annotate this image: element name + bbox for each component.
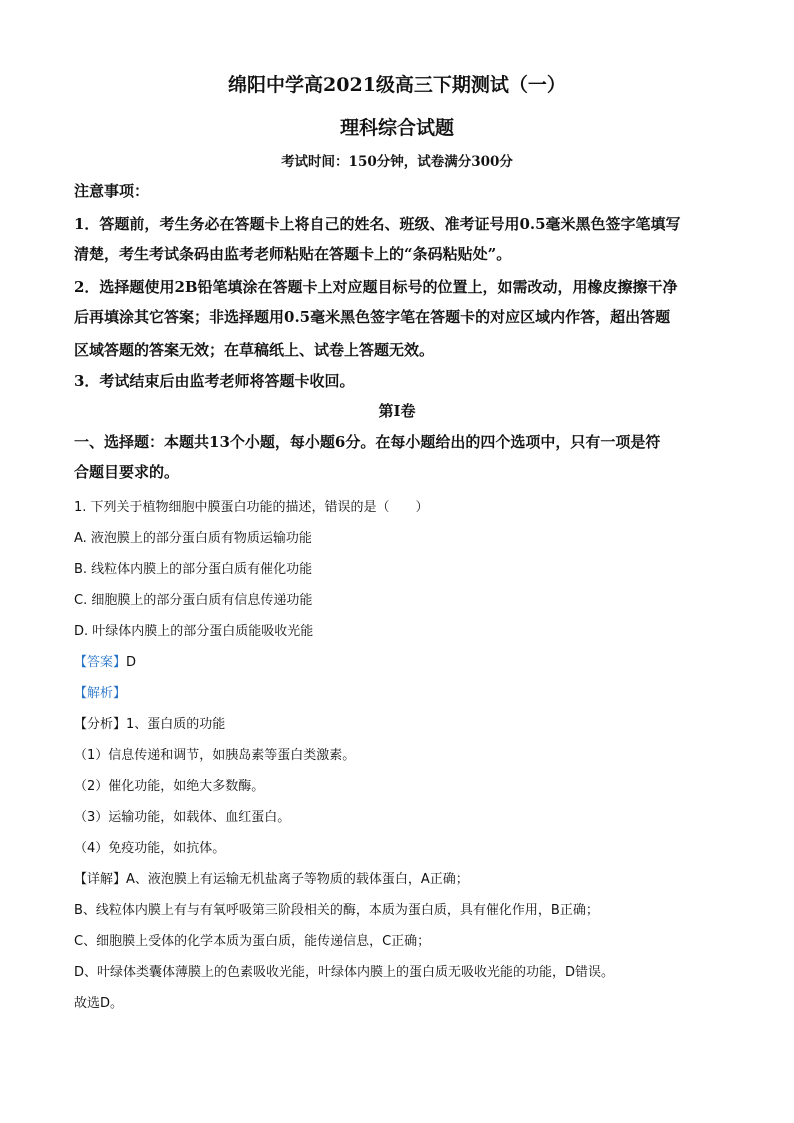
option-c: C. 细胞膜上的部分蛋白质有信息传递功能: [74, 593, 313, 608]
question-stem: 1. 下列关于植物细胞中膜蛋白功能的描述，错误的是（ ）: [74, 500, 429, 515]
answer-tag: 【答案】: [74, 655, 127, 670]
analysis-tag: 【解析】: [74, 686, 127, 701]
function-item: （4）免疫功能，如抗体。: [74, 841, 226, 856]
fenxi-text: 1、蛋白质的功能: [126, 717, 226, 732]
exam-info: 考试时间：150分钟，试卷满分300分: [281, 154, 513, 170]
function-item: （2）催化功能，如绝大多数酶。: [74, 779, 265, 794]
detail-first: A、液泡膜上有运输无机盐离子等物质的载体蛋白，A正确；: [126, 872, 469, 887]
notes-line: 后再填涂其它答案；非选择题用0.5毫米黑色签字笔在答题卡的对应区域内作答，超出答题: [74, 308, 671, 326]
notes-line: 区域答题的答案无效；在草稿纸上、试卷上答题无效。: [74, 341, 435, 359]
notes-line: 2．选择题使用2B铅笔填涂在答题卡上对应题目标号的位置上，如需改动，用橡皮擦擦干净: [74, 278, 678, 296]
detail-tag: 【详解】: [74, 872, 127, 887]
answer-value: D: [126, 655, 137, 670]
exam-subtitle: 理科综合试题: [339, 117, 454, 139]
option-b: B. 线粒体内膜上的部分蛋白质有催化功能: [74, 562, 313, 577]
notes-heading: 注意事项：: [74, 182, 150, 200]
exam-title: 绵阳中学高2021级高三下期测试（一）: [228, 74, 566, 96]
function-item: （3）运输功能，如载体、血红蛋白。: [74, 810, 291, 825]
function-item: （1）信息传递和调节，如胰岛素等蛋白类激素。: [74, 748, 356, 763]
answer-line: [74, 651, 136, 670]
analysis-line: [74, 682, 126, 701]
option-a: A. 液泡膜上的部分蛋白质有物质运输功能: [74, 531, 312, 546]
section-instruction: 合题目要求的。: [74, 463, 180, 481]
notes-line: 1．答题前，考生务必在答题卡上将自己的姓名、班级、准考证号用0.5毫米黑色签字笔填写: [74, 215, 681, 233]
section-instruction: 一、选择题：本题共13个小题，每小题6分。在每小题给出的四个选项中，只有一项是符: [74, 433, 661, 451]
notes-line: 清楚，考生考试条码由监考老师粘贴在答题卡上的“条码粘贴处”。: [74, 245, 512, 263]
conclusion: 故选D。: [74, 996, 124, 1011]
detail-item: C、细胞膜上受体的化学本质为蛋白质，能传递信息，C正确；: [74, 934, 431, 949]
detail-item: B、线粒体内膜上有与有氧呼吸第三阶段相关的酶，本质为蛋白质，具有催化作用，B正确；: [74, 903, 599, 918]
fenxi-line: [74, 713, 225, 732]
notes-line: 3．考试结束后由监考老师将答题卡收回。: [74, 372, 355, 390]
volume-heading: 第Ⅰ卷: [378, 402, 416, 420]
detail-line: [74, 868, 469, 887]
detail-item: D、叶绿体类囊体薄膜上的色素吸收光能，叶绿体内膜上的蛋白质无吸收光能的功能，D错误。: [74, 965, 615, 980]
option-d: D. 叶绿体内膜上的部分蛋白质能吸收光能: [74, 624, 314, 639]
fenxi-tag: 【分析】: [74, 717, 127, 732]
